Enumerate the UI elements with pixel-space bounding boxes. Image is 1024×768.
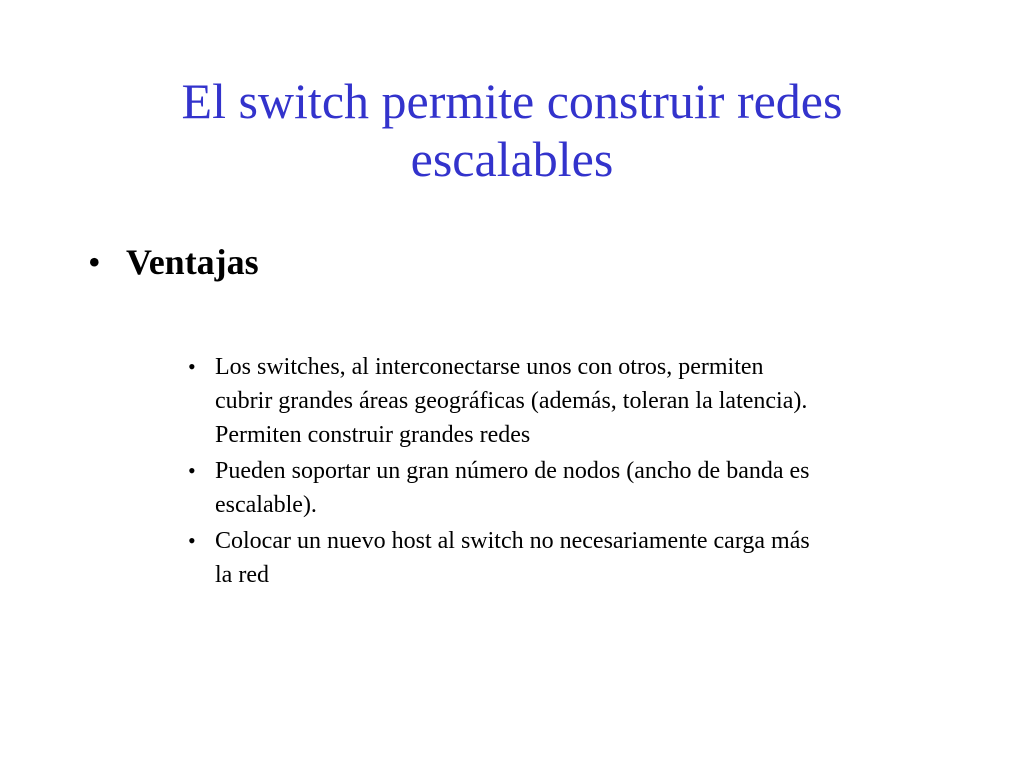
main-bullet-item — [88, 238, 948, 286]
sub-bullet-item — [188, 350, 928, 452]
bullet-text-line: Permiten construir grandes redes — [215, 422, 531, 448]
sub-bullet-list — [188, 350, 928, 594]
sub-bullet-item — [188, 524, 928, 592]
slide-title — [90, 72, 934, 188]
slide-title-line: escalables — [410, 131, 614, 187]
bullet-dot-icon: • — [88, 242, 101, 282]
sub-bullet-item — [188, 454, 928, 522]
bullet-text-line: Pueden soportar un gran número de nodos (ancho de banda es — [215, 458, 810, 484]
section-heading: Ventajas — [126, 242, 259, 282]
bullet-text-line: la red — [215, 562, 269, 588]
bullet-text-line: Los switches, al interconectarse unos con otros, permiten — [215, 354, 764, 380]
bullet-text-line: escalable). — [215, 492, 317, 518]
bullet-dot-icon: • — [188, 528, 196, 553]
slide-title-line: El switch permite construir redes — [181, 73, 843, 129]
main-bullet-list — [88, 238, 948, 286]
bullet-text-line: Colocar un nuevo host al switch no necesariamente carga más — [215, 528, 810, 554]
bullet-dot-icon: • — [188, 458, 196, 483]
bullet-dot-icon: • — [188, 354, 196, 379]
bullet-text-line: cubrir grandes áreas geográficas (además, toleran la latencia). — [215, 388, 808, 414]
